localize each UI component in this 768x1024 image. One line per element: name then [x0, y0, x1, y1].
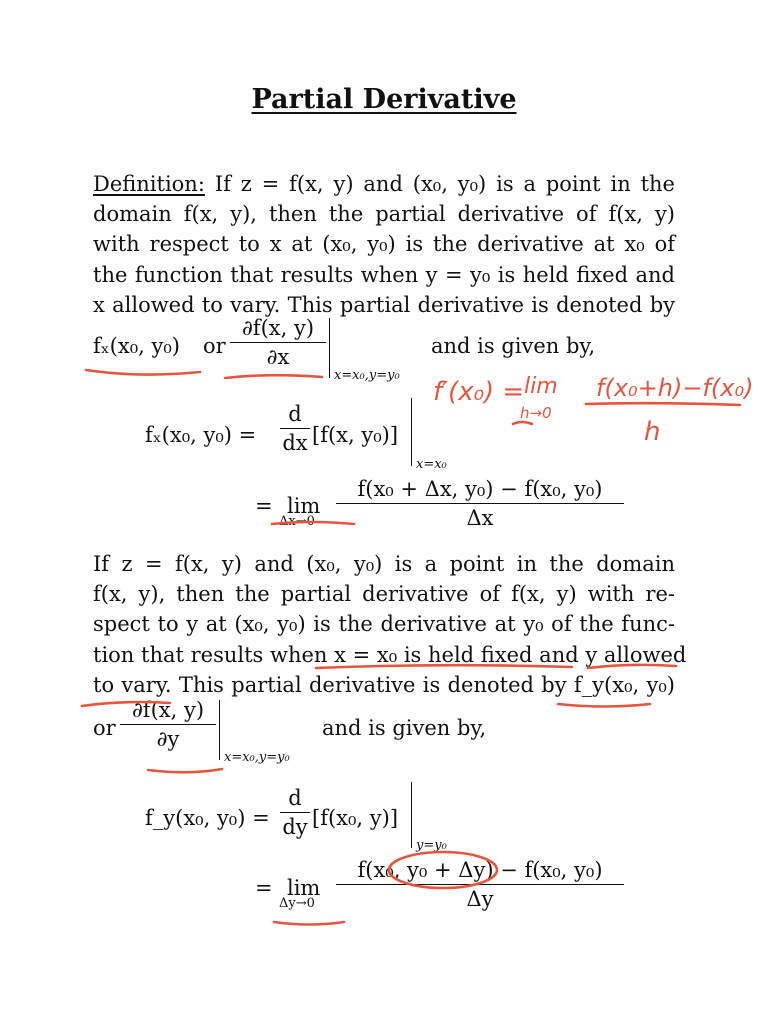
note-lim-sub: h→0: [520, 404, 552, 422]
eq-x-lim: lim: [287, 494, 321, 518]
eq-x-eval-point: x=x₀: [416, 457, 447, 472]
para2-line-2: f(x, y), then the partial derivative of f(x, y) with re-: [93, 582, 675, 607]
evaluation-bar: [411, 782, 412, 848]
para2-line-3: spect to y at (x₀, y₀) is the derivative at y₀ of the func-: [93, 612, 675, 637]
underline-fx: [86, 370, 200, 375]
eq-y-lhs: f_y(x₀, y₀) =: [145, 806, 270, 830]
definition-label: Definition:: [93, 172, 205, 196]
definition-line-1: Definition: If z = f(x, y) and (x₀, y₀) is a point in the: [93, 172, 675, 196]
partial-y-fraction: [120, 698, 216, 751]
eq-y-equals: =: [255, 876, 273, 900]
underline-lim-y: [274, 922, 344, 925]
given-by-text: and is given by,: [431, 334, 596, 358]
eq-x-derivative-operator: d dx: [280, 402, 310, 455]
evaluation-bar: [411, 398, 412, 466]
note-lim: lim: [524, 374, 558, 399]
partial-y-denominator: ∂y: [156, 727, 180, 751]
underline-partial-x: [225, 375, 322, 378]
underline-fy: [558, 704, 650, 707]
given-by-text: and is given by,: [322, 716, 487, 740]
eq-y-lim: lim: [287, 876, 321, 900]
para2-line-4: tion that results when x = x₀ is held fixed and y allowed: [93, 642, 687, 667]
eq-y-lim-sub: Δy→0: [279, 896, 315, 911]
para2-line-1: If z = f(x, y) and (x₀, y₀) is a point in the domain: [93, 552, 675, 576]
para2-line-5: to vary. This partial derivative is denoted by f_y(x₀, y₀): [93, 672, 675, 697]
definition-line-2: domain f(x, y), then the partial derivative of f(x, y): [93, 202, 675, 227]
evaluation-bar: [219, 700, 220, 760]
eq-x-bracket: [f(x, y₀)]: [312, 423, 399, 447]
fraction-bar: [120, 724, 216, 725]
page-title: Partial Derivative: [251, 84, 517, 115]
evaluation-point: x=x₀,y=y₀: [334, 368, 400, 383]
partial-y-numerator: ∂f(x, y): [131, 698, 205, 722]
partial-x-fraction: [230, 316, 326, 369]
notation-or: or: [203, 334, 226, 358]
partial-x-denominator: ∂x: [266, 345, 290, 369]
underline-partial-y: [148, 769, 222, 772]
definition-line-4: the function that results when y = y₀ is held fixed and: [93, 262, 675, 287]
notation-fx: fₓ(x₀, y₀): [93, 334, 180, 358]
definition-line-3: with respect to x at (x₀, y₀) is the derivative at x₀ of: [93, 232, 675, 257]
eq-y-eval-point: y=y₀: [416, 838, 447, 853]
fraction-bar: [230, 342, 326, 343]
note-fraction-bar: [586, 403, 740, 405]
note-denominator: h: [644, 417, 661, 447]
note-numerator: f(x₀+h)−f(x₀): [596, 374, 754, 402]
eq-y-derivative-operator: d dy: [280, 786, 310, 839]
note-lim-underline: [513, 422, 532, 424]
eq-x-equals: =: [255, 494, 273, 518]
note-lhs: f′(x₀) =: [433, 377, 525, 407]
evaluation-bar: [329, 318, 330, 378]
definition-line-5: x allowed to vary. This partial derivative is denoted by: [93, 292, 675, 317]
evaluation-point: x=x₀,y=y₀: [224, 750, 290, 765]
eq-x-lim-sub: Δx→0: [279, 514, 315, 529]
definition-paragraph: [93, 169, 675, 320]
eq-x-difference-quotient: f(x₀ + Δx, y₀) − f(x₀, y₀) Δx: [336, 477, 624, 530]
notation-y-or: or: [93, 716, 116, 740]
eq-y-difference-quotient: f(x₀, y₀ + Δy) − f(x₀, y₀) Δy: [336, 858, 624, 911]
partial-x-numerator: ∂f(x, y): [241, 316, 315, 340]
eq-y-bracket: [f(x₀, y)]: [312, 806, 399, 830]
second-paragraph: [93, 549, 687, 700]
eq-x-lhs: fₓ(x₀, y₀) =: [145, 423, 257, 447]
